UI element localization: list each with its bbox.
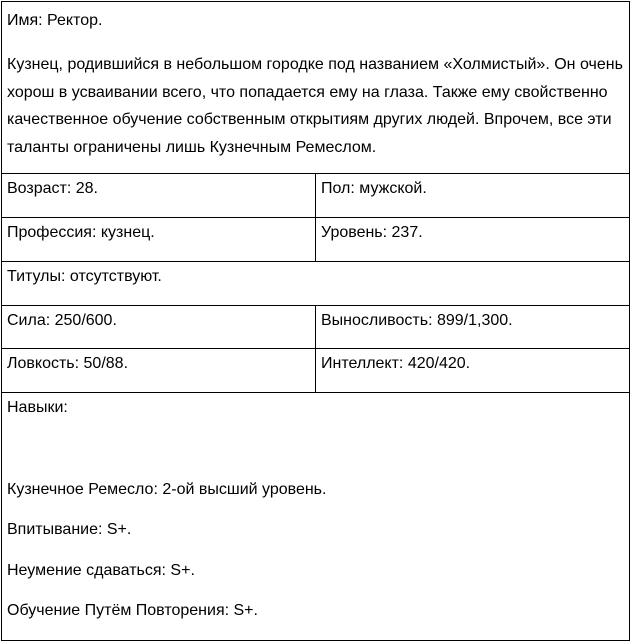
row-agility-intellect [2,349,629,393]
row-skills [2,393,629,640]
skill-item: Обучение Путём Повторения: S+. [7,602,258,619]
level-text: Уровень: 237. [321,224,423,241]
row-name-description [2,2,629,174]
skill-item: Впитывание: S+. [7,521,132,538]
skill-item: Кузнечное Ремесло: 2-ой высший уровень. [7,481,327,498]
cell-stamina [316,306,629,348]
row-profession-level [2,218,629,262]
agility-text: Ловкость: 50/88. [7,355,129,372]
cell-profession [2,218,316,261]
cell-agility [2,349,316,392]
cell-gender [316,174,629,217]
strength-text: Сила: 250/600. [7,312,117,329]
character-sheet-table [1,1,630,641]
cell-intellect [316,349,629,392]
gender-text: Пол: мужской. [321,180,427,197]
titles-text: Титулы: отсутствуют. [7,268,162,285]
cell-strength [2,306,316,348]
cell-level [316,218,629,261]
row-age-gender [2,174,629,218]
row-titles [2,262,629,306]
cell-age [2,174,316,217]
character-description: Кузнец, родившийся в небольшом городке под названием «Холмистый». Он очень хорош в усваивании всего, что попадается ему на глаза. Также ему свойственно качественное обучение собственным открытиям других людей. Впрочем, все эти таланты ограничены лишь Кузнечным Ремеслом. [7,56,623,156]
skills-header: Навыки: [7,399,68,416]
name-line: Имя: Ректор. [7,12,103,29]
row-strength-stamina [2,306,629,349]
stamina-text: Выносливость: 899/1,300. [321,312,513,329]
skill-item: Неумение сдаваться: S+. [7,562,195,579]
age-text: Возраст: 28. [7,180,98,197]
intellect-text: Интеллект: 420/420. [321,355,471,372]
profession-text: Профессия: кузнец. [7,224,155,241]
